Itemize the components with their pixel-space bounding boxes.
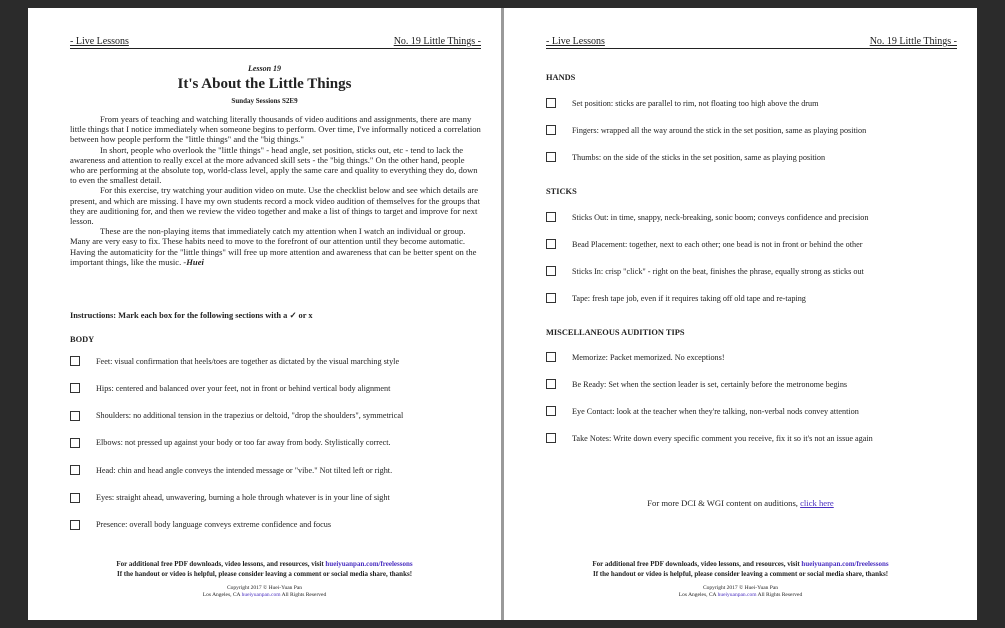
checklist-item-label: Memorize: Packet memorized. No exceptions! [572, 352, 725, 362]
section-title-hands: HANDS [546, 73, 576, 82]
checklist-item-label: Presence: overall body language conveys extreme confidence and focus [96, 520, 332, 530]
checklist-item [546, 352, 725, 362]
checklist-item-label: Take Notes: Write down every specific comment you receive, fix it so it's not an issue again [572, 433, 873, 443]
site-link[interactable]: hueiyuanpan.com [717, 592, 757, 598]
checklist-item-label: Eye Contact: look at the teacher when they're talking, non-verbal nods convey attention [572, 406, 859, 416]
click-here-link[interactable]: click here [800, 498, 834, 508]
checklist-item [70, 411, 403, 421]
checkbox[interactable] [546, 433, 556, 443]
header-left: - Live Lessons [546, 36, 605, 47]
location: Los Angeles, CA [678, 592, 717, 598]
copyright [504, 585, 977, 599]
paragraph: In short, people who overlook the "little things" - head angle, set position, sticks out, etc - tend to lack the awareness and attention to really excel at the more advanced skill sets - the "big things." On the other hand, people who are performing at the absolute top, world-class level, apply the same care and quality to everything they do, down to even the smallest detail. [70, 144, 478, 186]
checkbox[interactable] [546, 293, 556, 303]
footer-note [504, 559, 977, 579]
checkbox[interactable] [546, 406, 556, 416]
checkbox[interactable] [70, 411, 80, 421]
header-right: No. 19 Little Things - [869, 36, 957, 47]
copyright [28, 585, 501, 599]
checkbox[interactable] [546, 212, 556, 222]
checklist-item [546, 379, 847, 389]
checklist-item-label: Bead Placement: together, next to each other; one bead is not in front or behind the other [572, 239, 863, 249]
checklist-item-label: Eyes: straight ahead, unwavering, burning a hole through whatever is in your line of sight [96, 493, 390, 502]
checklist-item [70, 383, 390, 393]
checklist-item-label: Sticks Out: in time, snappy, neck-breaking, sonic boom; conveys confidence and precision [572, 212, 869, 222]
checkbox[interactable] [546, 152, 556, 162]
checklist-item [70, 438, 391, 448]
checklist-item [546, 239, 862, 249]
section-title-body: BODY [70, 335, 95, 344]
checklist-item [546, 293, 806, 303]
checklist-item [546, 266, 864, 276]
checklist-item [70, 493, 390, 503]
checklist-item [546, 212, 868, 222]
section-title-sticks: STICKS [546, 187, 577, 196]
checklist-item [546, 152, 825, 162]
checklist-item-label: Set position: sticks are parallel to rim, not floating too high above the drum [572, 98, 819, 108]
instructions: Instructions: Mark each box for the following sections with a ✓ or x [70, 311, 313, 320]
checkbox[interactable] [546, 239, 556, 249]
checklist-item-label: Elbows: not pressed up against your body or too far away from body. Stylistically correct. [96, 438, 391, 448]
paragraph [70, 226, 481, 267]
freelessons-link[interactable]: hueiyuanpan.com/freelessons [325, 560, 413, 568]
footer-line2: If the handout or video is helpful, please consider leaving a comment or social media share, thanks! [116, 570, 413, 578]
freelessons-link[interactable]: hueiyuanpan.com/freelessons [801, 560, 889, 568]
signature: -Huei [183, 256, 204, 267]
checklist-item-label: Tape: fresh tape job, even if it requires taking off old tape and re-taping [572, 293, 806, 303]
checklist-item-label: Hips: centered and balanced over your feet, not in front or behind vertical body alignment [96, 383, 391, 393]
checkbox[interactable] [70, 438, 80, 448]
copyright-text: Copyright 2017 © Huei-Yuan Pan [702, 585, 779, 591]
checkbox[interactable] [546, 352, 556, 362]
paragraph: For this exercise, try watching your audition video on mute. Use the checklist below and see which details are present, and which are missing. I have my own students record a mock video audition of themselves for the groups that they are auditioning for, and then we review the video together and make a list of things to target and improve for next lesson. [70, 185, 481, 227]
header-right: No. 19 Little Things - [393, 36, 481, 47]
footer-note [28, 559, 501, 579]
checklist-item [70, 465, 392, 475]
checklist-item-label: Feet: visual confirmation that heels/toes are together as dictated by the visual marching style [96, 356, 400, 366]
checkbox[interactable] [70, 356, 80, 366]
section-title-misc: MISCELLANEOUS AUDITION TIPS [546, 328, 685, 337]
subtitle: Sunday Sessions S2E9 [231, 97, 298, 105]
checklist-item [70, 356, 399, 366]
checkbox[interactable] [70, 520, 80, 530]
checklist-item-label: Fingers: wrapped all the way around the stick in the set position, same as playing position [572, 125, 867, 135]
page-1 [28, 8, 501, 620]
footer-line1: For additional free PDF downloads, video lessons, and resources, visit [116, 560, 324, 568]
checkbox[interactable] [546, 125, 556, 135]
paragraph: From years of teaching and watching literally thousands of video auditions and assignments, there are many little things that I notice immediately when someone begins to perform. Over time, I've informally noticed a correlation between how people perform the "little things" and the "big things." [70, 114, 481, 145]
checkbox[interactable] [546, 266, 556, 276]
page-header [546, 36, 957, 49]
rights: All Rights Reserved [281, 592, 327, 598]
checklist-item-label: Be Ready: Set when the section leader is set, certainly before the metronome begins [572, 379, 848, 389]
checklist-item [70, 520, 331, 530]
page-header [70, 36, 481, 49]
site-link[interactable]: hueiyuanpan.com [241, 592, 281, 598]
footer-line2: If the handout or video is helpful, please consider leaving a comment or social media share, thanks! [592, 570, 889, 578]
location: Los Angeles, CA [202, 592, 241, 598]
checklist-item-label: Shoulders: no additional tension in the trapezius or deltoid, "drop the shoulders", symmetrical [96, 411, 404, 421]
checklist-item [546, 433, 873, 443]
checkbox[interactable] [70, 493, 80, 503]
paragraph-text: These are the non-playing items that immediately catch my attention when I watch an individual or group. Many are very easy to fix. These habits need to move to the forefront of our attention until they become automatic. Having the automaticity for the "little things" will free up more attention and awareness that can be better spent on the important things, like the music. [70, 226, 477, 267]
footer-line1: For additional free PDF downloads, video lessons, and resources, visit [592, 560, 800, 568]
lesson-label: Lesson 19 [247, 64, 282, 73]
checklist-item-label: Sticks In: crisp "click" - right on the beat, finishes the phrase, equally strong as sticks out [572, 266, 864, 276]
more-text: For more DCI & WGI content on auditions, [647, 498, 798, 508]
page-2 [504, 8, 977, 620]
document-title: It's About the Little Things [177, 76, 352, 92]
header-left: - Live Lessons [70, 36, 129, 47]
checklist-item-label: Head: chin and head angle conveys the intended message or "vibe." Not tilted left or right. [96, 465, 393, 475]
checkbox[interactable] [546, 98, 556, 108]
checklist-item [546, 406, 859, 416]
checkbox[interactable] [546, 379, 556, 389]
checklist-item-label: Thumbs: on the side of the sticks in the set position, same as playing position [572, 152, 826, 162]
checkbox[interactable] [70, 465, 80, 475]
rights: All Rights Reserved [757, 592, 803, 598]
checklist-item [546, 125, 866, 135]
checklist-item [546, 98, 819, 108]
more-content [504, 498, 977, 508]
copyright-text: Copyright 2017 © Huei-Yuan Pan [226, 585, 303, 591]
intro-text [70, 114, 481, 267]
checkbox[interactable] [70, 383, 80, 393]
